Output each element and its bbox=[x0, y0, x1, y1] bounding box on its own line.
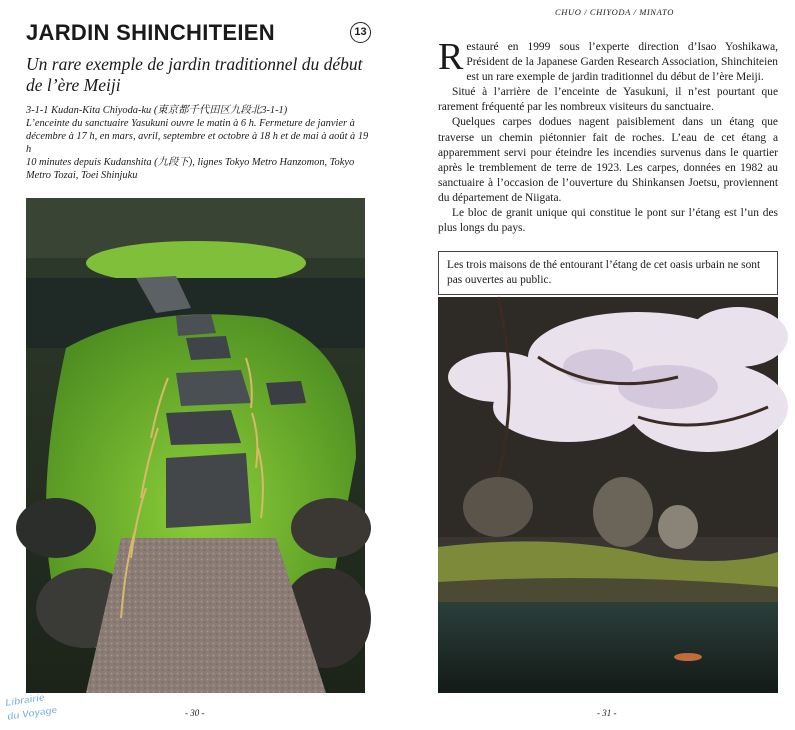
garden-photo-drawing bbox=[26, 198, 365, 693]
cherry-blossom-pond-photo bbox=[438, 297, 778, 693]
article-body bbox=[438, 36, 778, 236]
paragraph-2: Situé à l’arrière de l’enceinte de Yasukuni, il n’est pourtant que rarement fréquenté par les nombreux visiteurs du sanctuaire. bbox=[438, 86, 778, 114]
running-header: CHUO / CHIYODA / MINATO bbox=[555, 7, 674, 17]
opening-hours: L’enceinte du sanctuaire Yasukuni ouvre le matin à 6 h. Fermeture de janvier à décembre à 17 h, en mars, avril, septembre et octobre à 18 h et de mai à août à 19 h bbox=[26, 118, 369, 155]
practical-info bbox=[26, 104, 371, 182]
blossom-photo-drawing bbox=[438, 297, 778, 693]
svg-text:Librairie: Librairie bbox=[4, 692, 46, 709]
svg-text:du Voyage: du Voyage bbox=[6, 704, 58, 723]
address-line: 3-1-1 Kudan-Kita Chiyoda-ku (東京都千代田区九段北3-1-1) bbox=[26, 105, 288, 116]
entry-number-badge: 13 bbox=[350, 22, 371, 43]
note-box: Les trois maisons de thé entourant l’étang de cet oasis urbain ne sont pas ouvertes au public. bbox=[438, 251, 778, 295]
page-title: JARDIN SHINCHITEIEN bbox=[26, 20, 275, 45]
drop-cap: R bbox=[438, 36, 464, 78]
librairie-du-voyage-logo bbox=[2, 687, 58, 725]
paragraph-3: Quelques carpes dodues nagent paisiblement dans un étang que traverse un chemin piétonnier fait de roches. L’eau de cet étang a apparemment servi pour éteindre les incendies survenus dans le quartier après le tremblement de terre de 1923. Les carpes, données en 1982 au sanctuaire à l’occasion de l’ouverture du Shinkansen Joetsu, proviennent du département de Niigata. bbox=[438, 116, 778, 204]
paragraph-1: Restauré en 1999 sous l’experte direction d’Isao Yoshikawa, Président de la Japanese Garden Research Association, Shinchiteien est un rare exemple de jardin traditionnel du début de l’ère Meiji. bbox=[438, 36, 778, 84]
paragraph-4: Le bloc de granit unique qui constitue le pont sur l’étang est l’un des plus longs du pays. bbox=[438, 207, 778, 235]
garden-stepping-stones-photo bbox=[26, 198, 365, 693]
page-number-right: - 31 - bbox=[597, 708, 617, 718]
page-number-left: - 30 - bbox=[185, 708, 205, 718]
access-line: 10 minutes depuis Kudanshita (九段下), lignes Tokyo Metro Hanzomon, Tokyo Metro Tozai, Toei Shinjuku bbox=[26, 157, 355, 181]
subtitle: Un rare exemple de jardin traditionnel du début de l’ère Meiji bbox=[26, 54, 363, 95]
